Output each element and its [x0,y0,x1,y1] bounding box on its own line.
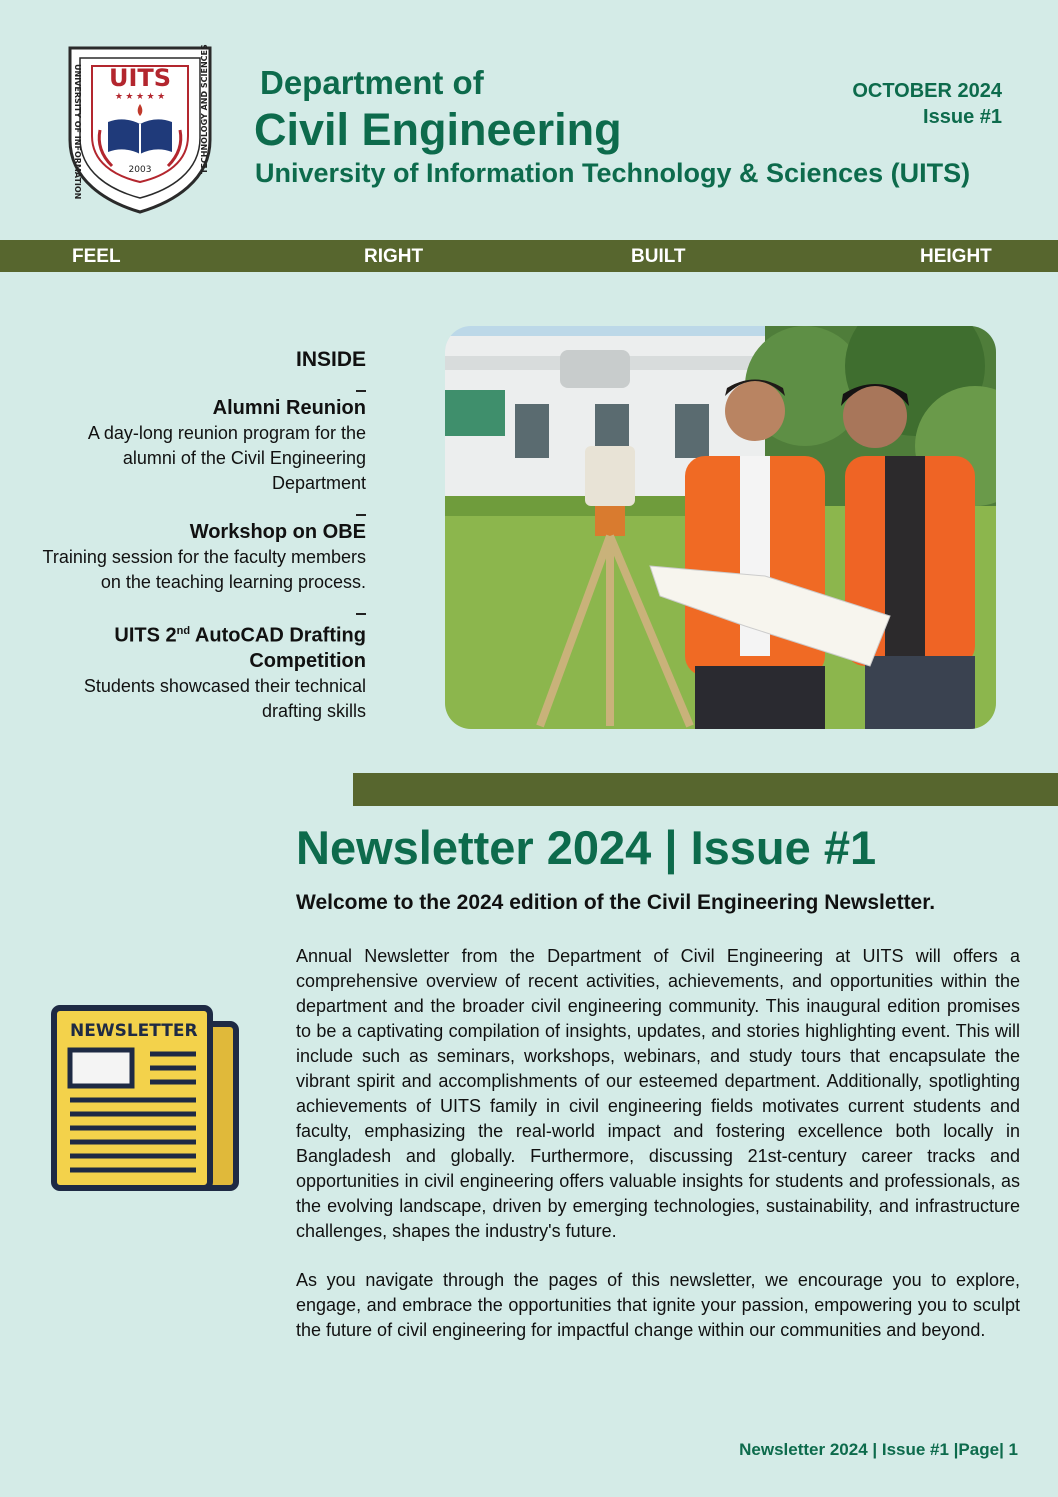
motto-word: RIGHT [364,246,424,267]
motto-word: FEEL [72,246,121,267]
university-name: University of Information Technology & Sciences (UITS) [255,158,971,188]
newsletter-icon-label: NEWSLETTER [70,1021,198,1041]
logo-ring-text-left: UNIVERSITY OF INFORMATION [73,64,82,200]
department-name: Civil Engineering [254,104,622,155]
divider [356,613,366,615]
issue-date: OCTOBER 2024 [852,80,1002,102]
page-footer: Newsletter 2024 | Issue #1 |Page| 1 [739,1440,1018,1459]
section-divider-band [353,773,1058,806]
inside-section [36,300,366,724]
inside-item-desc: Students showcased their technical drafting skills [83,675,366,721]
department-prefix: Department of [260,64,484,101]
logo-year: 2003 [128,165,152,175]
inside-item-title: Alumni Reunion [212,397,366,419]
inside-heading: INSIDE [295,348,366,371]
motto-band [0,240,1058,272]
issue-number: Issue #1 [923,106,1002,128]
intro-paragraph: Annual Newsletter from the Department of Civil Engineering at UITS will offers a comprehensive overview of recent activities, achievements, and opportunities within the department and the broader civil engineering community. This inaugural edition promises to be a captivating compilation of insights, updates, and stories highlighting event. This will include such as seminars, workshops, webinars, and study tours that encapsulate the vibrant spirit and accomplishments of our esteemed department. Additionally, spotlighting achievements of UITS family in civil engineering fields motivates current students and faculty, emphasizing the real-world impact and fostering excellence both locally in Bangladesh and globally. Furthermore, discussing 21st-century career tracks and opportunities in civil engineering offers valuable insights for students and professionals, as the evolving landscape, driven by emerging technologies, sustainability, and infrastructure challenges, shapes the industry's future. [296,946,1020,1241]
inside-item-desc: A day-long reunion program for the alumni of the Civil Engineering Department [87,423,366,493]
inside-item-title: Workshop on OBE [189,521,366,543]
logo-brand-text: UITS [108,64,172,92]
divider [356,514,366,516]
uits-logo [66,44,214,214]
newsletter-icon [50,1002,242,1194]
logo-ring-text-right: TECHNOLOGY AND SCIENCES [200,44,209,174]
surveying-students-photo [445,326,996,729]
newsletter-welcome: Welcome to the 2024 edition of the Civil Engineering Newsletter. [296,891,936,914]
motto-word: BUILT [631,246,686,267]
svg-text:★ ★ ★ ★ ★: ★ ★ ★ ★ ★ [114,91,166,101]
inside-item-title: UITS 2nd AutoCAD Drafting Competition [114,624,366,672]
inside-item-desc: Training session for the faculty members on the teaching learning process. [42,547,366,592]
newsletter-title: Newsletter 2024 | Issue #1 [296,821,877,874]
closing-paragraph: As you navigate through the pages of this newsletter, we encourage you to explore, engage, and embrace the opportunities that ignite your passion, empowering you to sculpt the future of civil engineering for impactful change within our communities and beyond. [296,1270,1020,1340]
divider [356,390,366,392]
motto-word: HEIGHT [920,246,992,267]
